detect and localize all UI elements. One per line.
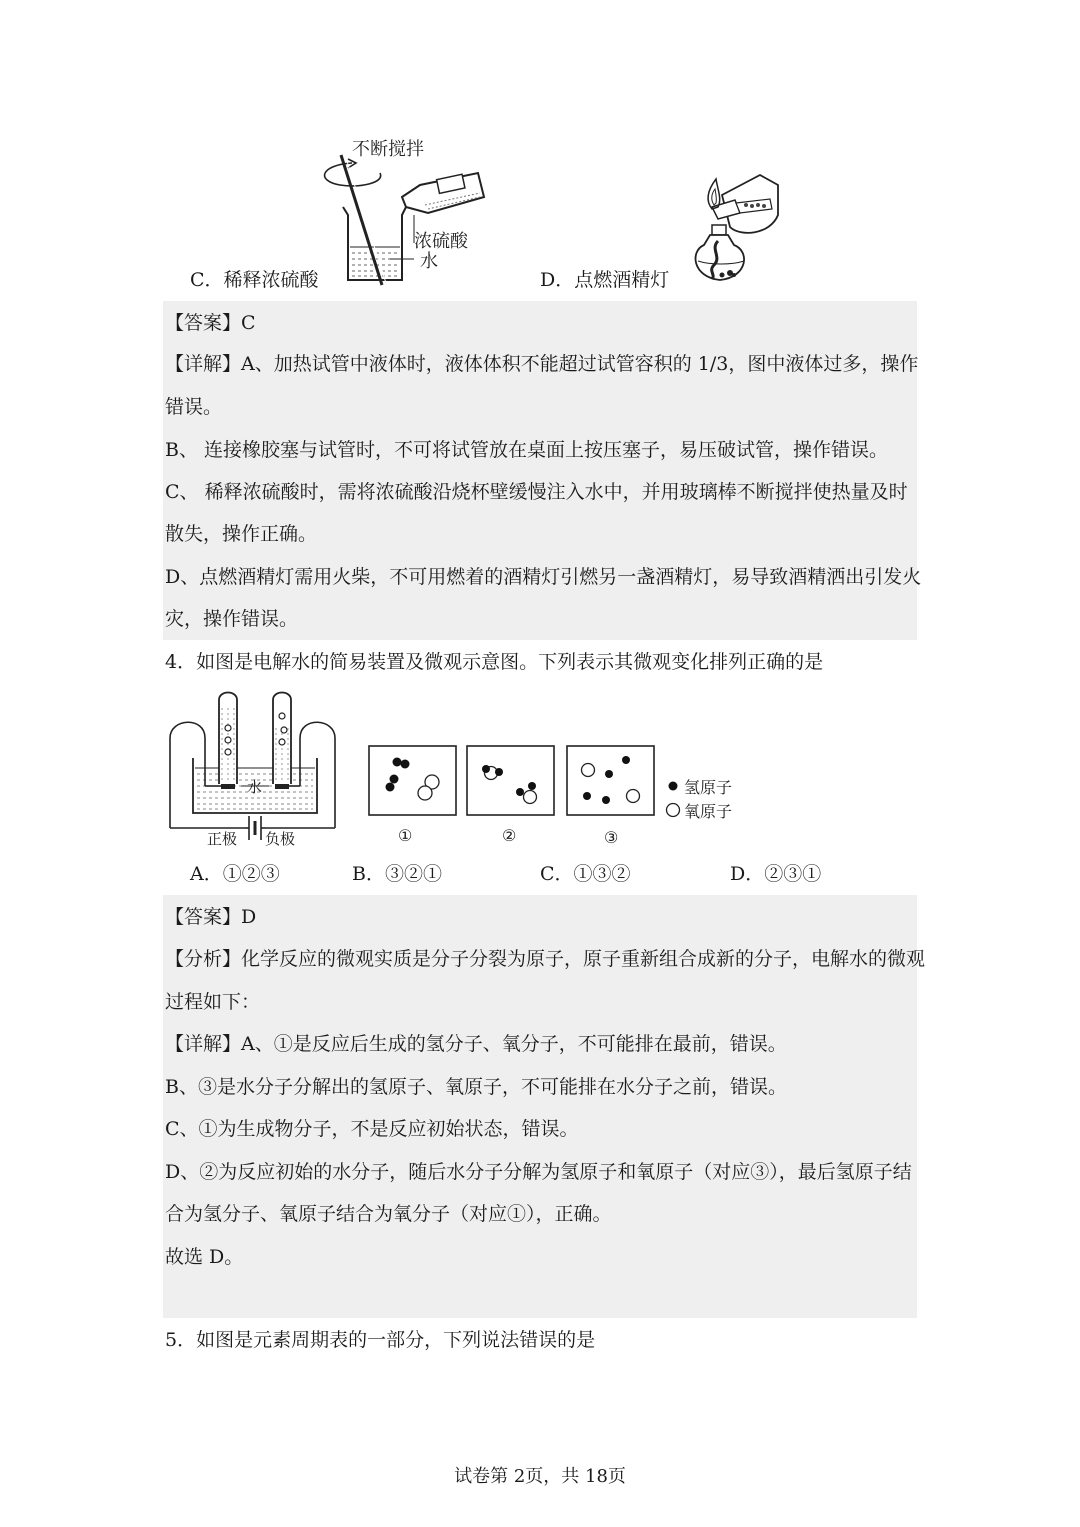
q3-option-c-label: C．稀释浓硫酸	[190, 269, 319, 291]
page-footer: 试卷第 2页，共 18页	[454, 1466, 626, 1487]
fig-positive-label: 正极	[207, 830, 238, 848]
q4-analysis-line2: 过程如下：	[165, 991, 261, 1013]
dilute-acid-figure	[310, 135, 490, 295]
q4-option-d: D．②③①	[730, 863, 822, 885]
fig-negative-label: 负极	[265, 830, 296, 848]
q4-detail-d-line1: D、②为反应初始的水分子，随后水分子分解为氢原子和氧原子（对应③），最后氢原子结	[165, 1161, 912, 1183]
q3-detail-a-line2: 错误。	[165, 396, 223, 418]
fig-water-text: 水	[247, 778, 263, 796]
q3-answer: 【答案】C	[165, 312, 256, 334]
q4-option-a: A．①②③	[190, 863, 280, 885]
fig-acid-label: 浓硫酸	[414, 231, 468, 252]
fig-water-label: 水	[420, 251, 438, 272]
q4-detail-d-line2: 合为氢分子、氧原子结合为氧分子（对应①），正确。	[165, 1203, 612, 1225]
micro-box-3	[566, 745, 656, 817]
q4-analysis-line1: 【分析】化学反应的微观实质是分子分裂为原子，原子重新组合成新的分子，电解水的微观	[165, 948, 926, 970]
q3-detail-d-line1: D、点燃酒精灯需用火柴，不可用燃着的酒精灯引燃另一盏酒精灯，易导致酒精洒出引发火	[165, 566, 922, 588]
q5-stem: 5．如图是元素周期表的一部分，下列说法错误的是	[165, 1329, 596, 1351]
legend-o-label: 氧原子	[684, 802, 733, 821]
q4-answer: 【答案】D	[165, 906, 257, 928]
q3-detail-a-line1: 【详解】A、加热试管中液体时，液体体积不能超过试管容积的 1/3，图中液体过多，操作	[165, 353, 919, 375]
box3-label: ③	[604, 828, 619, 847]
electrolysis-apparatus-figure	[165, 688, 345, 850]
q4-detail-c: C、①为生成物分子，不是反应初始状态，错误。	[165, 1118, 579, 1140]
box2-label: ②	[502, 826, 517, 845]
micro-box-2	[466, 745, 556, 817]
micro-box-1	[368, 745, 458, 817]
box1-label: ①	[398, 826, 413, 845]
q3-detail-c-line1: C、 稀释浓硫酸时，需将浓硫酸沿烧杯壁缓慢注入水中，并用玻璃棒不断搅拌使热量及时	[165, 481, 908, 503]
alcohol-lamp-figure	[660, 165, 800, 290]
q3-detail-d-line2: 灾，操作错误。	[165, 608, 299, 630]
q4-option-b: B．③②①	[352, 863, 442, 885]
q4-conclusion: 故选 D。	[165, 1246, 244, 1268]
fig-stir-label: 不断搅拌	[352, 139, 424, 160]
legend-o-marker	[664, 801, 682, 819]
q3-option-d-label: D．点燃酒精灯	[540, 269, 670, 291]
q3-detail-c-line2: 散失，操作正确。	[165, 523, 318, 545]
legend-h-marker	[666, 779, 680, 793]
legend-h-label: 氢原子	[684, 778, 733, 797]
q3-detail-b: B、 连接橡胶塞与试管时，不可将试管放在桌面上按压塞子，易压破试管，操作错误。	[165, 439, 889, 461]
q4-detail-b: B、③是水分子分解出的氢原子、氧原子，不可能排在水分子之前，错误。	[165, 1076, 787, 1098]
q4-detail-a: 【详解】A、①是反应后生成的氢分子、氧分子，不可能排在最前，错误。	[165, 1033, 787, 1055]
q4-stem: 4．如图是电解水的简易装置及微观示意图。下列表示其微观变化排列正确的是	[165, 651, 824, 673]
q4-option-c: C．①③②	[540, 863, 631, 885]
